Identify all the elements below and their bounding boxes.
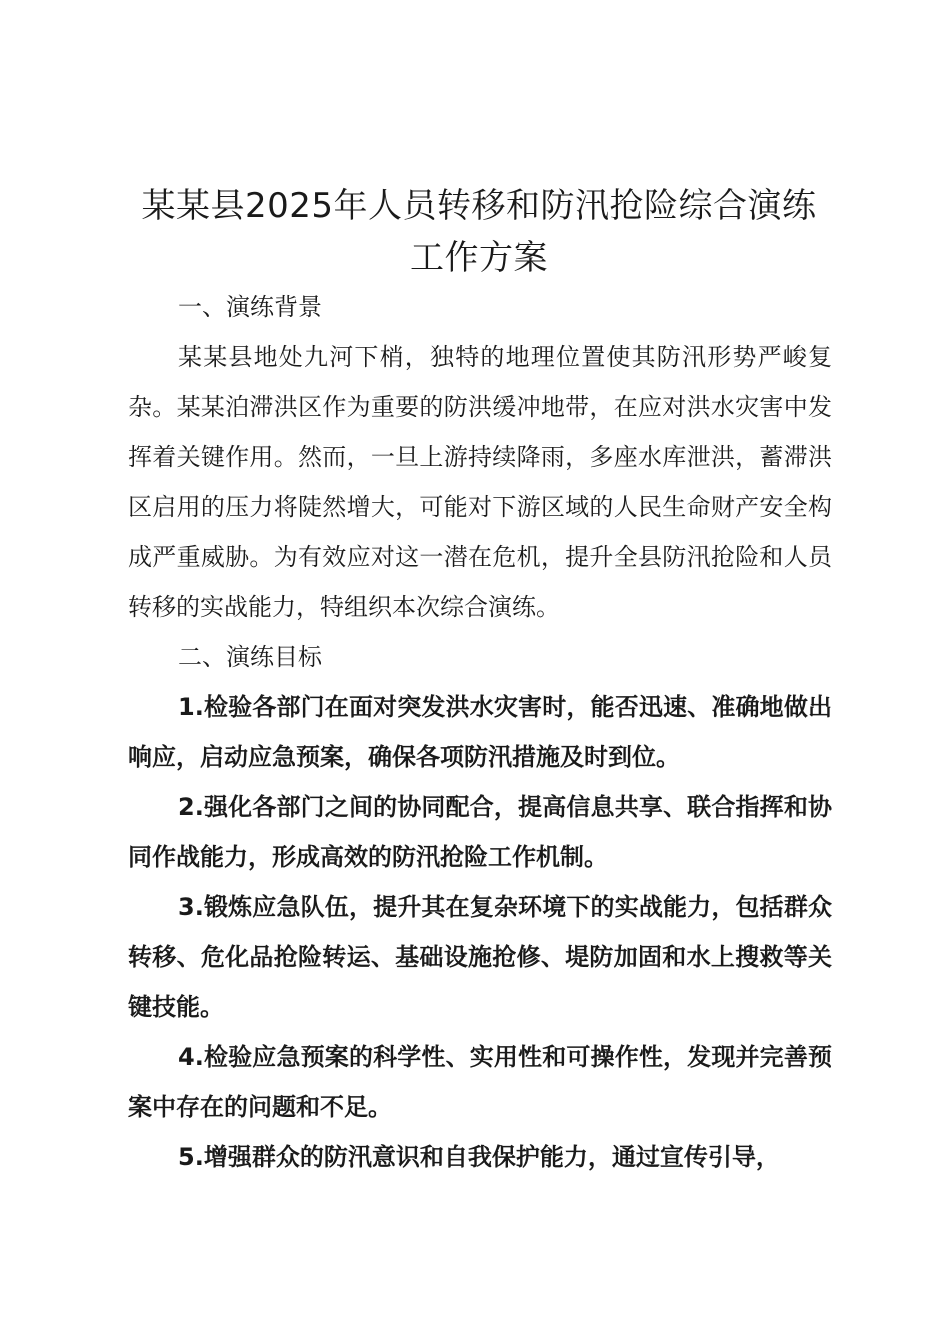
section-heading-background: 一、演练背景 bbox=[178, 293, 322, 321]
goal-item-3: 3.锻炼应急队伍，提升其在复杂环境下的实战能力，包括群众转移、危化品抢险转运、基础设施抢修、堤防加固和水上搜救等关键技能。 bbox=[128, 893, 832, 1021]
title-line-1: 某某县2025年人员转移和防汛抢险综合演练 bbox=[141, 186, 817, 226]
document-body bbox=[128, 282, 832, 1182]
background-paragraph: 某某县地处九河下梢，独特的地理位置使其防汛形势严峻复杂。某某泊滞洪区作为重要的防洪缓冲地带，在应对洪水灾害中发挥着关键作用。然而，一旦上游持续降雨，多座水库泄洪，蓄滞洪区启用的压力将陡然增大，可能对下游区域的人民生命财产安全构成严重威胁。为有效应对这一潜在危机，提升全县防汛抢险和人员转移的实战能力，特组织本次综合演练。 bbox=[128, 343, 832, 621]
title-line-2: 工作方案 bbox=[410, 238, 548, 278]
goal-item-1: 1.检验各部门在面对突发洪水灾害时，能否迅速、准确地做出响应，启动应急预案，确保各项防汛措施及时到位。 bbox=[128, 693, 832, 771]
goal-item-4: 4.检验应急预案的科学性、实用性和可操作性，发现并完善预案中存在的问题和不足。 bbox=[128, 1043, 832, 1121]
goal-item-2: 2.强化各部门之间的协同配合，提高信息共享、联合指挥和协同作战能力，形成高效的防汛抢险工作机制。 bbox=[128, 793, 832, 871]
section-heading-goals: 二、演练目标 bbox=[178, 643, 322, 671]
document-title bbox=[100, 180, 858, 284]
goal-item-5: 5.增强群众的防汛意识和自我保护能力，通过宣传引导， bbox=[178, 1143, 780, 1171]
